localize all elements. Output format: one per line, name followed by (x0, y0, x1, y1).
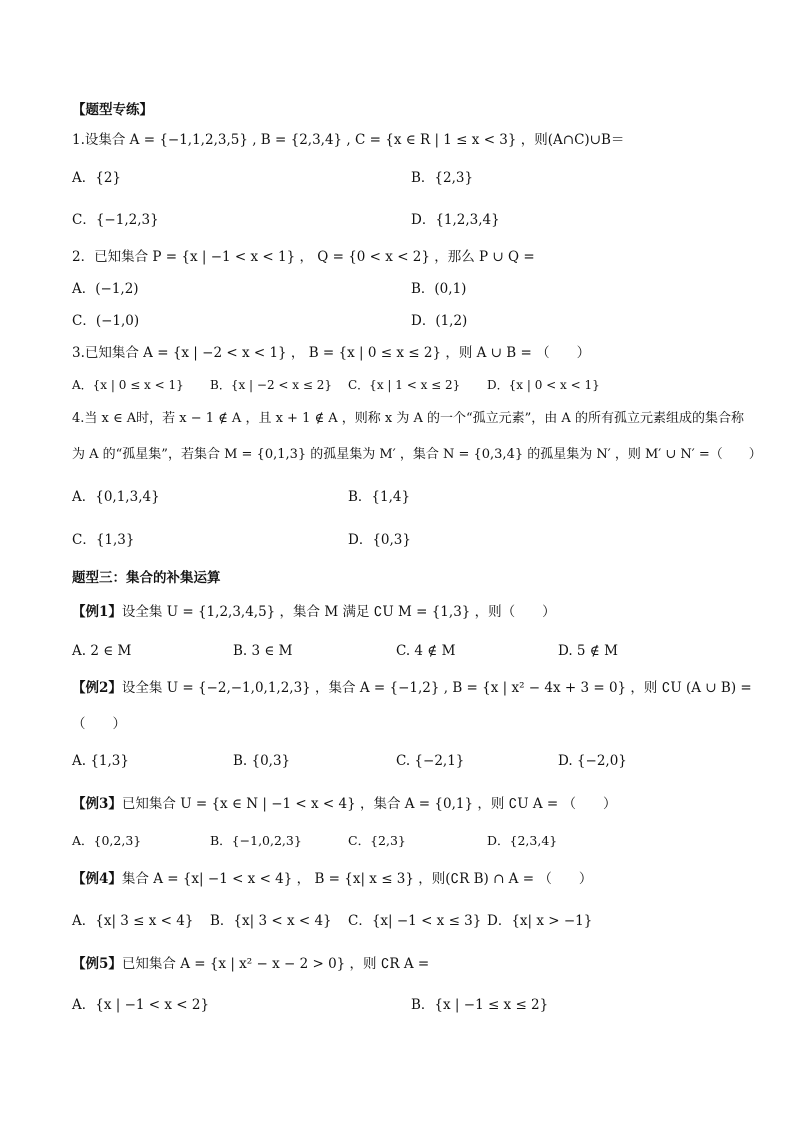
ex2-option-b: B. {0,3} (233, 753, 291, 769)
ex5-option-b: B．{x | −1 ≤ x ≤ 2} (411, 997, 549, 1013)
ex3-option-a: A．{0,2,3} (72, 833, 142, 848)
ex1-text: 设全集 U = {1,2,3,4,5} ，集合 M 满足 ∁U M = {1,3} ，则（ ） (121, 604, 556, 620)
ex4-option-a: A．{x| 3 ≤ x < 4} (72, 913, 194, 929)
ex2-text: 设全集 U = {−2,−1,0,1,2,3} ，集合 A = {−1,2} , B = {x | x² − 4x + 3 = 0} ，则 ∁U (A ∪ B) = (121, 680, 752, 696)
ex3-text: 已知集合 U = {x ∈ N | −1 < x < 4} ，集合 A = {0,1} ，则 ∁U A = （ ） (121, 796, 617, 812)
ex2-stem (72, 682, 752, 696)
q3-option-b: B．{x | −2 < x ≤ 2} (210, 378, 332, 392)
ex2-answer-paren: （ ） (72, 716, 126, 732)
q1-stem: 1.设集合 A = {−1,1,2,3,5} , B = {2,3,4} , C = {x ∈ R | 1 ≤ x < 3} ，则(A∩C)∪B＝ (72, 132, 625, 148)
ex3-option-b: B．{−1,0,2,3} (210, 833, 302, 848)
ex2-option-d: D. {−2,0} (558, 753, 627, 769)
ex1-tag: 【例1】 (72, 604, 122, 620)
ex4-option-d: D．{x| x > −1} (487, 913, 593, 929)
q4-option-c: C．{1,3} (72, 532, 135, 548)
q3-option-d: D．{x | 0 < x < 1} (487, 378, 600, 392)
q1-option-a: A．{2} (72, 170, 122, 186)
ex4-text: 集合 A = {x| −1 < x < 4} ， B = {x| x ≤ 3} ，则(∁R B) ∩ A = （ ） (121, 871, 593, 887)
q3-option-c: C．{x | 1 < x ≤ 2} (348, 378, 461, 392)
ex2-option-a: A. {1,3} (72, 753, 129, 769)
q4-option-a: A．{0,1,3,4} (72, 489, 160, 505)
ex3-tag: 【例3】 (72, 796, 122, 812)
q4-stem-line2: 为 A 的“孤星集”，若集合 M = {0,1,3} 的孤星集为 M′ ，集合 N = {0,3,4} 的孤星集为 N′ ，则 M′ ∪ N′ =（ ） (72, 447, 762, 462)
q2-option-d: D．(1,2) (411, 313, 468, 329)
q2-option-b: B．(0,1) (411, 281, 467, 297)
ex4-stem (72, 873, 592, 887)
section-title: 题型三：集合的补集运算 (72, 570, 221, 586)
q3-option-a: A．{x | 0 ≤ x < 1} (72, 378, 184, 392)
q4-option-d: D．{0,3} (348, 532, 411, 548)
q4-stem-line1: 4.当 x ∈ A时，若 x − 1 ∉ A ，且 x + 1 ∉ A ，则称 x 为 A 的一个“孤立元素”，由 A 的所有孤立元素组成的集合称 (72, 411, 744, 426)
q1-option-c: C．{−1,2,3} (72, 212, 159, 228)
q2-option-c: C．(−1,0) (72, 313, 140, 329)
ex4-option-b: B．{x| 3 < x < 4} (210, 913, 332, 929)
q3-stem: 3.已知集合 A = {x | −2 < x < 1} ， B = {x | 0 ≤ x ≤ 2} ，则 A ∪ B = （ ） (72, 345, 591, 361)
ex1-option-b: B. 3 ∈ M (233, 643, 293, 659)
q1-option-d: D．{1,2,3,4} (411, 212, 500, 228)
ex5-text: 已知集合 A = {x | x² − x − 2 > 0} ，则 ∁R A = (121, 956, 430, 972)
ex5-tag: 【例5】 (72, 956, 122, 972)
q2-stem: 2．已知集合 P = {x | −1 < x < 1} ， Q = {0 < x < 2} ，那么 P ∪ Q = (72, 249, 535, 265)
ex5-option-a: A．{x | −1 < x < 2} (72, 997, 210, 1013)
q4-option-b: B．{1,4} (348, 489, 411, 505)
ex3-option-d: D．{2,3,4} (487, 833, 558, 848)
ex1-option-d: D. 5 ∉ M (558, 643, 618, 659)
ex4-option-c: C．{x| −1 < x ≤ 3} (348, 913, 482, 929)
ex4-tag: 【例4】 (72, 871, 122, 887)
ex3-option-c: C．{2,3} (348, 833, 406, 848)
ex2-option-c: C. {−2,1} (396, 753, 465, 769)
ex5-stem (72, 958, 429, 972)
ex1-option-c: C. 4 ∉ M (396, 643, 456, 659)
q2-option-a: A．(−1,2) (72, 281, 139, 297)
ex2-tag: 【例2】 (72, 680, 122, 696)
ex1-option-a: A. 2 ∈ M (72, 643, 132, 659)
ex1-stem (72, 606, 556, 620)
q1-option-b: B．{2,3} (411, 170, 474, 186)
heading: 【题型专练】 (72, 102, 153, 118)
ex3-stem (72, 798, 617, 812)
